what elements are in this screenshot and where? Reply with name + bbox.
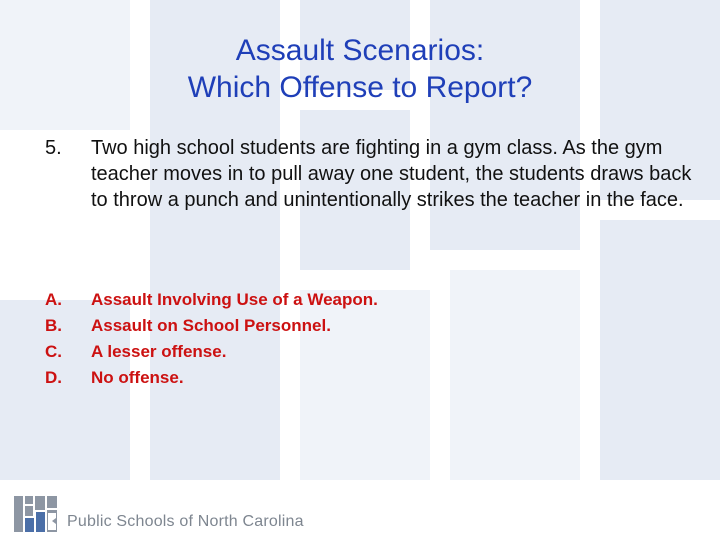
answer-letter: C. <box>45 342 62 361</box>
answer-letter: A. <box>45 290 62 309</box>
footer-organization-name: Public Schools of North Carolina <box>67 513 304 530</box>
nc-public-schools-logo-icon <box>12 494 60 534</box>
slide-title-line-2: Which Offense to Report? <box>187 71 533 104</box>
question-text: Two high school students are fighting in a gym class. As the gym teacher moves in to pull away one student, the students draws back to throw a punch and unintentionally strikes the teacher in the face. <box>91 137 692 211</box>
answer-letter: D. <box>45 368 62 387</box>
answer-text: No offense. <box>91 368 184 387</box>
answer-option-d <box>45 365 695 391</box>
answer-text: Assault on School Personnel. <box>91 316 331 335</box>
answer-text: Assault Involving Use of a Weapon. <box>91 290 378 309</box>
answer-list <box>45 287 695 391</box>
slide-title <box>0 32 720 106</box>
question-number: 5. <box>45 137 62 159</box>
answer-text: A lesser offense. <box>91 342 227 361</box>
answer-option-a <box>45 287 695 313</box>
slide-title-line-1: Assault Scenarios: <box>235 34 485 67</box>
answer-option-c <box>45 339 695 365</box>
answer-letter: B. <box>45 316 62 335</box>
answer-option-b <box>45 313 695 339</box>
